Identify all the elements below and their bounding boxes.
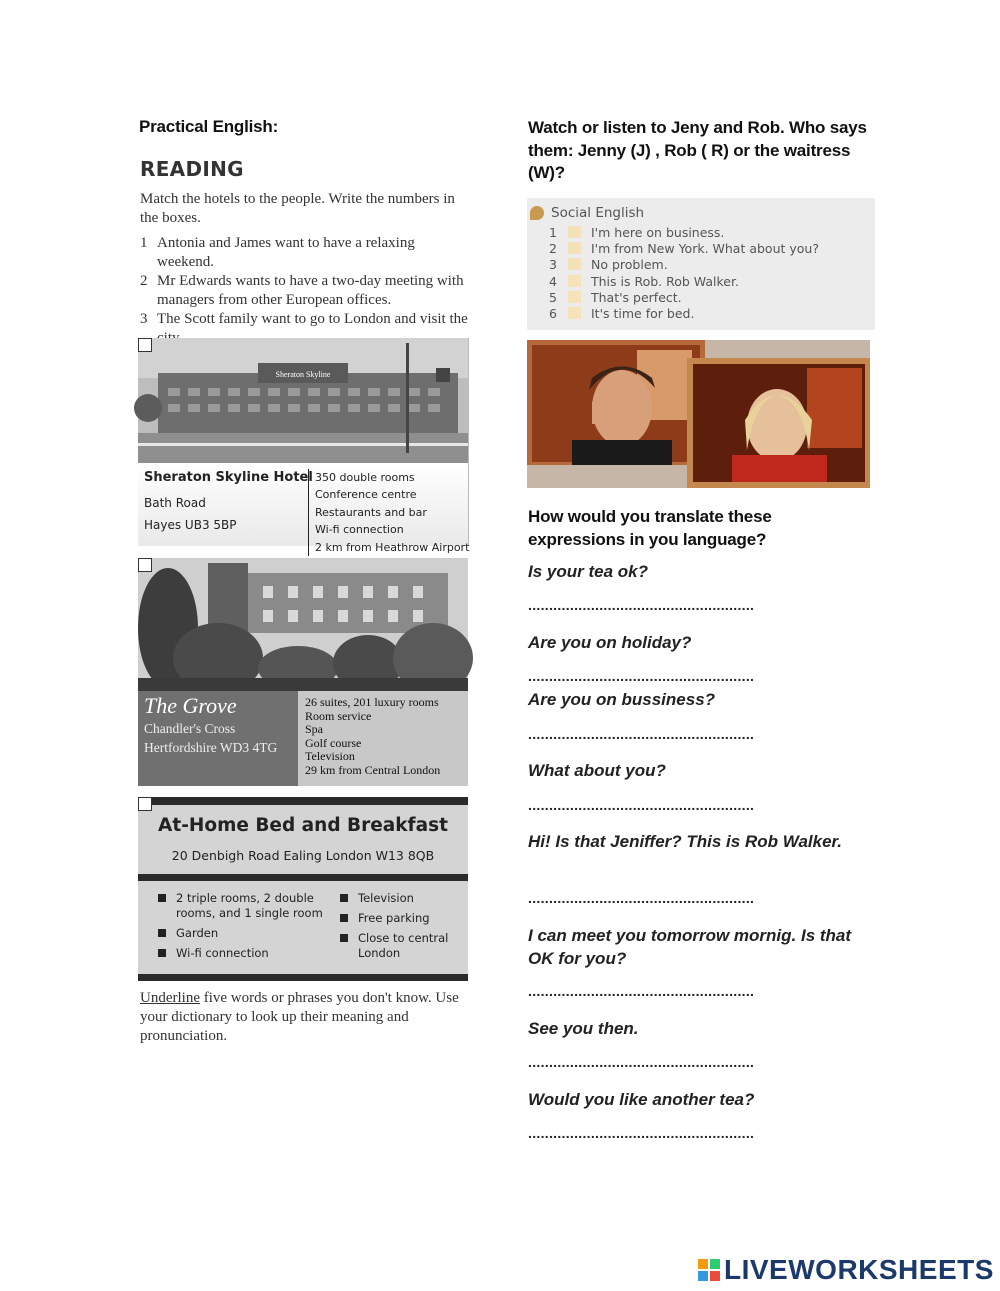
note-text: five words or phrases you don't know. Use your dictionary to look up their meaning and pronunciation.	[140, 990, 459, 1044]
sheraton-hotel-photo	[138, 338, 468, 463]
feature-item: Free parking	[340, 911, 465, 926]
translate-instruction: How would you translate these expressions in you language?	[528, 507, 772, 549]
feature-item: Wi-fi connection	[158, 946, 333, 961]
hotel-card-sheraton	[138, 338, 470, 554]
item-text: Antonia and James want to have a relaxing weekend.	[157, 235, 415, 270]
answer-line[interactable]: ......................................................	[528, 797, 755, 813]
address-line: Hayes UB3 5BP	[144, 518, 237, 532]
answer-line[interactable]: ......................................................	[528, 1125, 755, 1141]
bullet-icon	[158, 894, 166, 902]
hotel-name: Sheraton Skyline Hotel	[144, 470, 313, 485]
address-line: Hertfordshire WD3 4TG	[144, 740, 278, 755]
answer-box[interactable]	[568, 291, 581, 303]
answer-line[interactable]: ......................................................	[528, 983, 755, 999]
answer-box[interactable]	[568, 275, 581, 287]
social-english-box: Social English 1 I'm here on business. 2 I'm from New York. What about you? 3 No problem. 4 This is Rob. Rob Walker. 5 That's perfect. 6 It's time for bed.	[527, 198, 875, 330]
reading-heading: READING	[140, 157, 244, 181]
list-item	[140, 272, 475, 310]
listening-instruction: Watch or listen to Jeny and Rob. Who says them: Jenny (J) , Rob ( R) or the waitress (W)?	[528, 118, 867, 182]
bullet-icon	[158, 949, 166, 957]
underline-word: Underline	[140, 990, 200, 1006]
logo-cube-icon	[698, 1259, 720, 1281]
logo-text: LIVEWORKSHEETS	[724, 1254, 994, 1285]
item-number: 1	[140, 235, 148, 251]
feature-item: Room service	[305, 708, 372, 723]
feature-item: 2 km from Heathrow Airport	[315, 540, 470, 554]
hotel-features	[340, 891, 465, 966]
feature-item: Conference centre	[315, 488, 417, 502]
hotel-address	[144, 492, 237, 536]
hotel-card-athome	[138, 797, 468, 981]
hotel-features	[298, 691, 468, 786]
divider	[138, 874, 468, 881]
social-english-heading: Social English	[551, 205, 645, 221]
answer-line[interactable]: ......................................................	[528, 597, 755, 613]
hotel-card-grove	[138, 558, 468, 786]
question-text: What about you?	[528, 761, 666, 780]
feature-item: 2 triple rooms, 2 double rooms, and 1 single room	[158, 891, 333, 921]
hotel-name: The Grove	[144, 693, 237, 718]
phone-call-photo	[527, 340, 870, 488]
question-text: Are you on bussiness?	[528, 690, 716, 709]
address-line: Bath Road	[144, 496, 206, 510]
bullet-icon	[340, 914, 348, 922]
answer-box[interactable]	[568, 307, 581, 319]
list-item	[140, 234, 475, 272]
feature-item: 26 suites, 201 luxury rooms	[305, 695, 439, 709]
svg-text:Sheraton Skyline: Sheraton Skyline	[275, 370, 331, 379]
question-text: Are you on holiday?	[528, 633, 692, 652]
feature-item: Television	[305, 749, 355, 764]
underline-note	[140, 989, 475, 1046]
answer-line[interactable]: ......................................................	[528, 890, 755, 906]
divider	[138, 974, 468, 981]
item-number: 3	[140, 311, 148, 327]
feature-item: 29 km from Central London	[305, 762, 441, 777]
hotel-name: At-Home Bed and Breakfast	[158, 815, 448, 836]
answer-box[interactable]	[568, 242, 581, 254]
page-title: Practical English:	[139, 117, 279, 136]
feature-item: 350 double rooms	[315, 471, 415, 484]
feature-item: Wi-fi connection	[315, 523, 404, 537]
divider	[138, 797, 468, 805]
address-line: Chandler's Cross	[144, 721, 236, 736]
question-text: I can meet you tomorrow mornig. Is that OK for you?	[528, 926, 852, 968]
item-text: Mr Edwards wants to have a two-day meeting with managers from other European offices.	[157, 273, 464, 308]
feature-item: Restaurants and bar	[315, 505, 427, 519]
question-text: See you then.	[528, 1019, 639, 1038]
feature-item: Spa	[305, 722, 323, 737]
question-text: Hi! Is that Jeniffer? This is Rob Walker.	[528, 832, 842, 851]
feature-item: Garden	[158, 926, 333, 941]
answer-box-grove[interactable]	[138, 558, 152, 572]
item-text: The Scott family want to go to London and visit the	[157, 311, 468, 327]
bullet-icon	[340, 894, 348, 902]
grove-hotel-photo	[138, 558, 468, 691]
hotel-features	[308, 469, 475, 556]
sheraton-info	[138, 463, 470, 554]
answer-box-sheraton[interactable]	[138, 338, 152, 352]
answer-box[interactable]	[568, 258, 581, 270]
answer-line[interactable]: ......................................................	[528, 1054, 755, 1070]
answer-line[interactable]: ......................................................	[528, 668, 755, 684]
answer-line[interactable]: ......................................................	[528, 726, 755, 742]
hotel-address: 20 Denbigh Road Ealing London W13 8QB	[171, 848, 435, 863]
item-number: 2	[140, 273, 148, 289]
question-text: Would you like another tea?	[528, 1090, 755, 1109]
reading-list	[140, 234, 475, 348]
reading-instruction: Match the hotels to the people. Write the numbers in the boxes.	[140, 191, 455, 226]
answer-box-athome[interactable]	[138, 797, 152, 811]
answer-box[interactable]	[568, 226, 581, 238]
bullet-icon	[340, 934, 348, 942]
hotel-features	[158, 891, 333, 966]
feature-item: Close to central London	[340, 931, 465, 961]
bullet-icon	[158, 929, 166, 937]
feature-item: Golf course	[305, 735, 362, 750]
feature-item: Television	[340, 891, 465, 906]
question-text: Is your tea ok?	[528, 562, 648, 581]
liveworksheets-logo	[698, 1254, 998, 1286]
grove-info	[138, 691, 468, 786]
hotel-address	[144, 719, 277, 757]
speech-bubble-icon	[530, 206, 544, 220]
